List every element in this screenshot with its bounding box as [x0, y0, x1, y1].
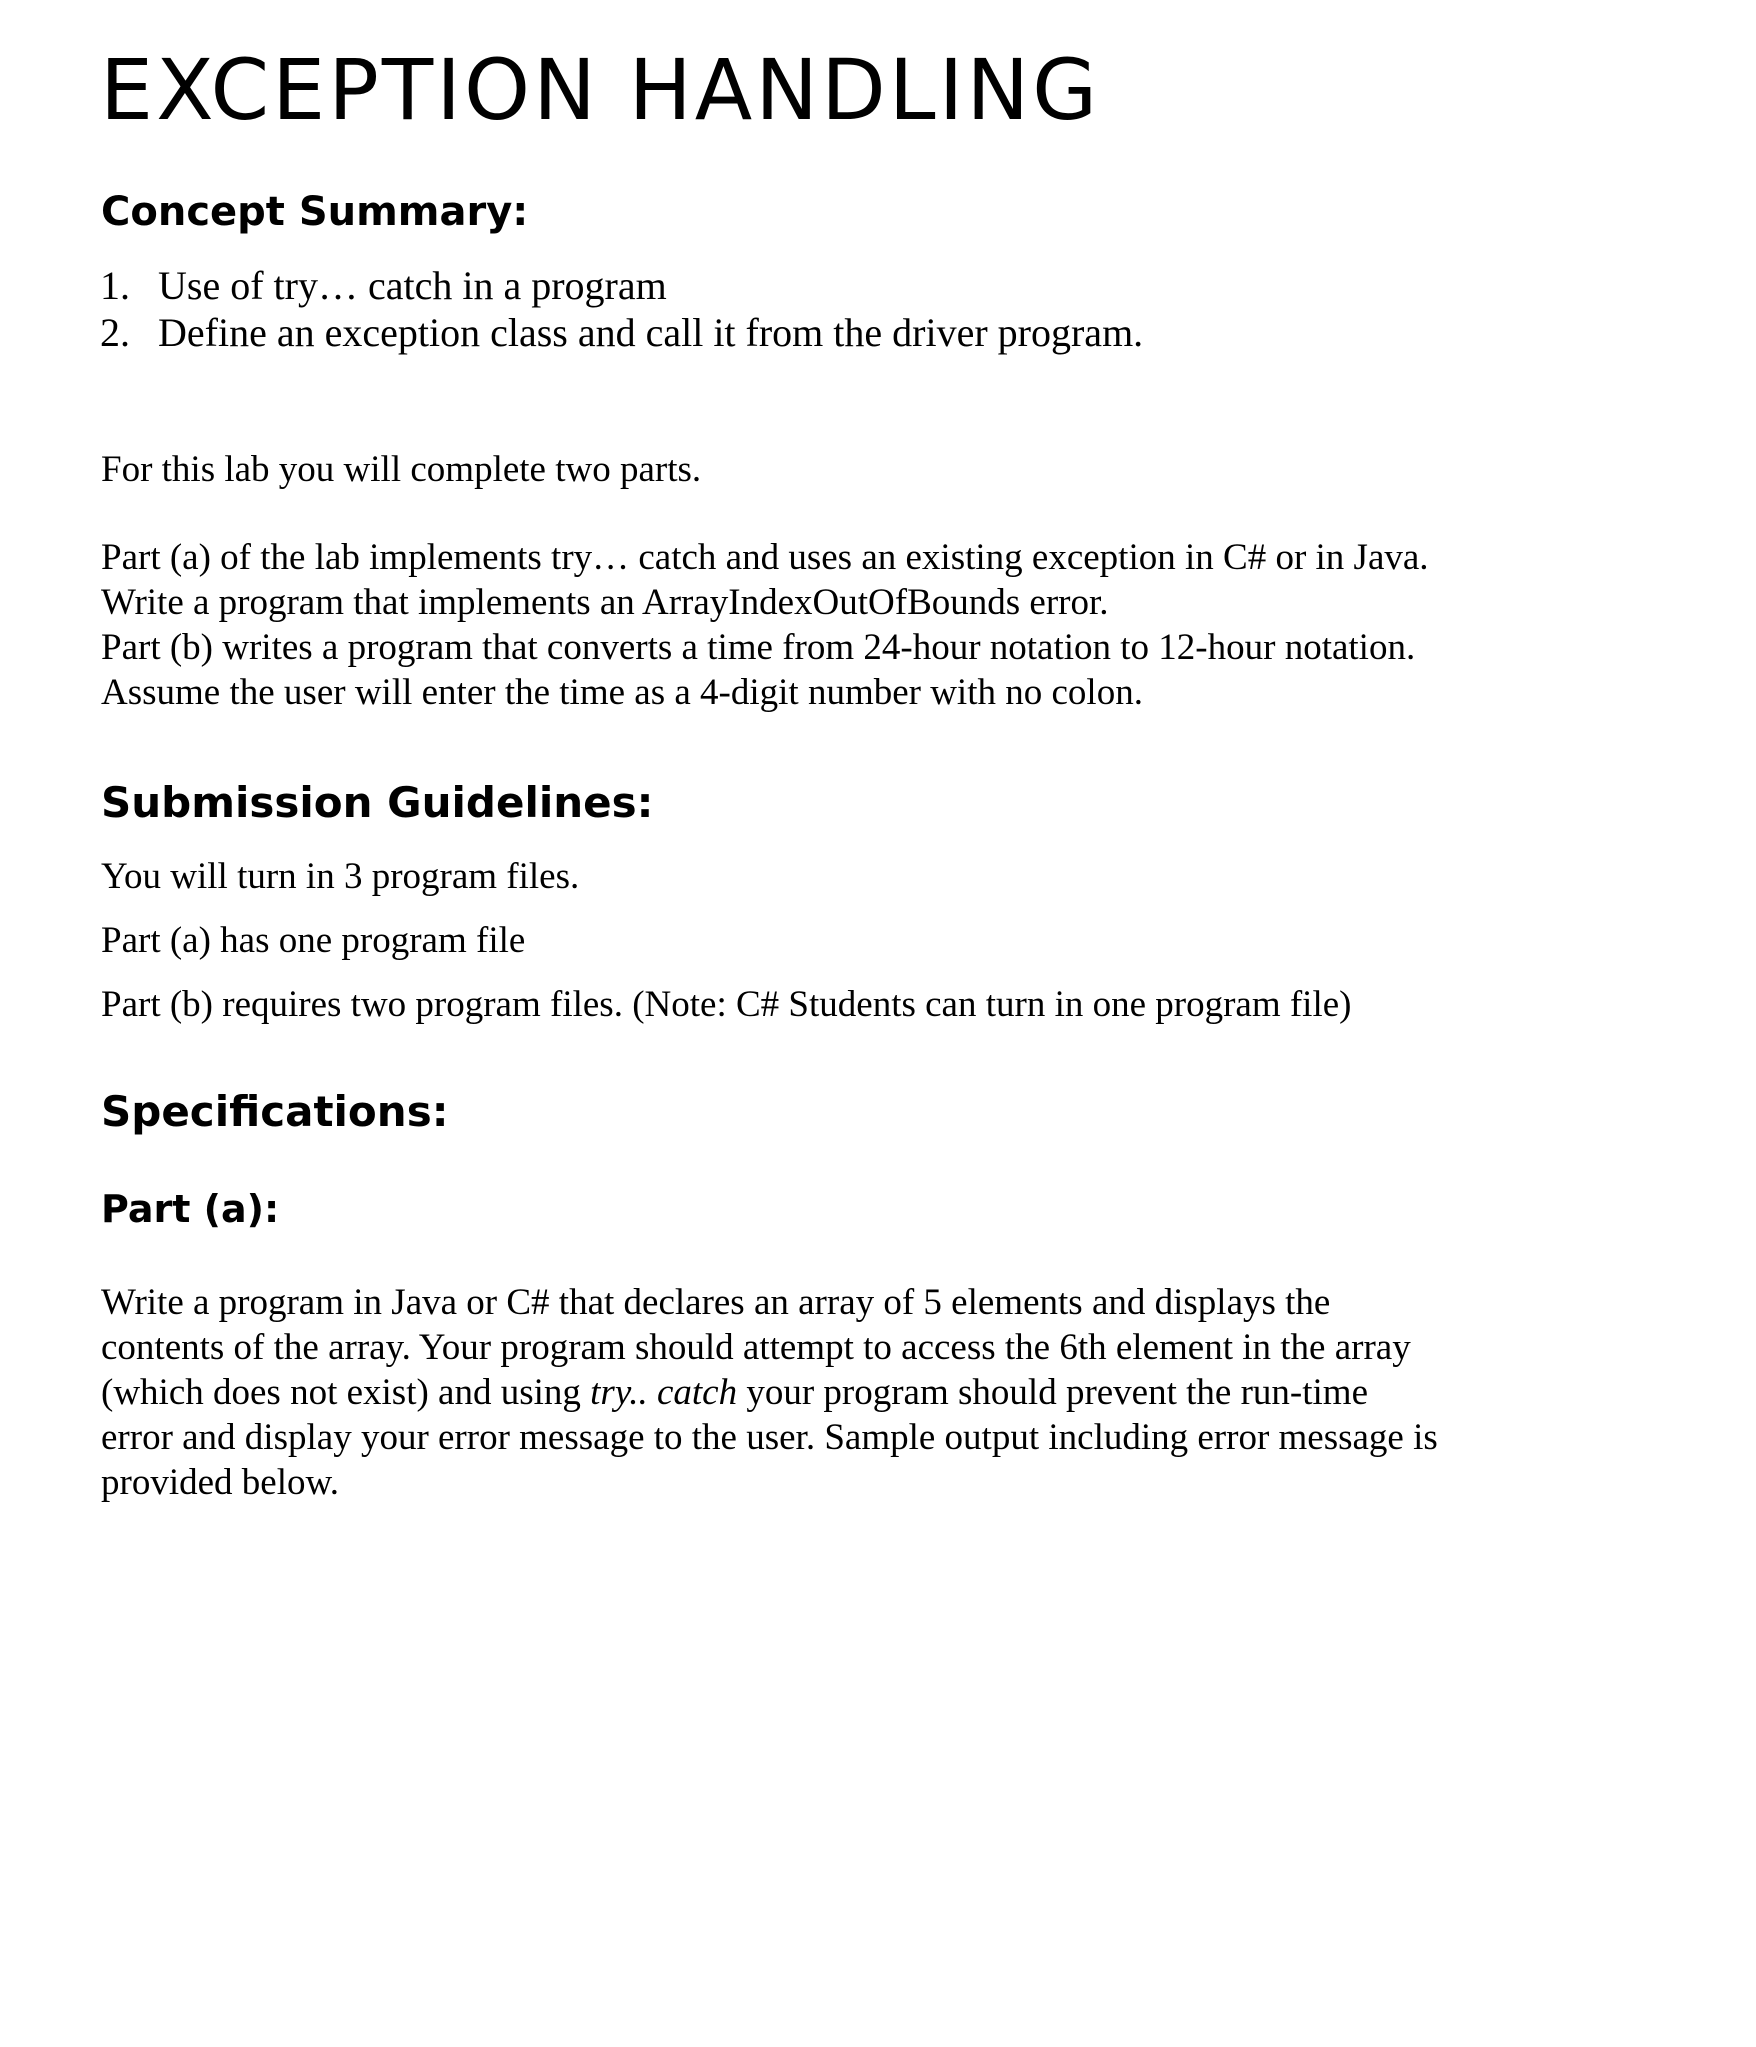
- part-a-heading: Part (a):: [101, 1187, 280, 1231]
- concept-summary-list: [100, 262, 1143, 356]
- submission-guidelines-heading: Submission Guidelines:: [101, 778, 654, 827]
- paragraph-text: your program should prevent the run-time: [737, 1372, 1368, 1413]
- paragraph-line: Write a program in Java or C# that declares an array of 5 elements and displays the: [101, 1282, 1331, 1323]
- paragraph-line: error and display your error message to the user. Sample output including error message is: [101, 1417, 1438, 1458]
- list-item-text: Use of try… catch in a program: [158, 263, 667, 308]
- paragraph-line: provided below.: [101, 1462, 340, 1503]
- submission-line: Part (b) requires two program files. (Note: C# Students can turn in one program file): [101, 984, 1352, 1025]
- paragraph-line: contents of the array. Your program should attempt to access the 6th element in the array: [101, 1327, 1411, 1368]
- paragraph-line: [101, 1370, 1438, 1415]
- list-item-number: 2.: [100, 310, 130, 355]
- intro-paragraph: For this lab you will complete two parts.: [101, 449, 702, 490]
- submission-line: Part (a) has one program file: [101, 920, 526, 961]
- concept-summary-heading: Concept Summary:: [101, 189, 529, 235]
- paragraph-text: (which does not exist) and using: [101, 1372, 591, 1413]
- document-title: EXCEPTION HANDLING: [100, 41, 1101, 139]
- paragraph-line: Part (b) writes a program that converts a time from 24-hour notation to 12-hour notation.: [101, 627, 1416, 668]
- list-item-text: Define an exception class and call it from the driver program.: [158, 310, 1144, 355]
- paragraph-line: Write a program that implements an ArrayIndexOutOfBounds error.: [101, 582, 1109, 623]
- parts-overview-paragraph: [101, 535, 1429, 715]
- list-item: [100, 262, 1143, 309]
- try-catch-emphasis: try.. catch: [590, 1372, 738, 1413]
- paragraph-line: Part (a) of the lab implements try… catch and uses an existing exception in C# or in Java.: [101, 537, 1429, 578]
- paragraph-line: Assume the user will enter the time as a 4-digit number with no colon.: [101, 672, 1143, 713]
- submission-line: You will turn in 3 program files.: [101, 856, 580, 897]
- list-item-number: 1.: [100, 263, 130, 308]
- part-a-paragraph: [101, 1280, 1438, 1505]
- specifications-heading: Specifications:: [101, 1087, 449, 1136]
- list-item: [100, 309, 1143, 356]
